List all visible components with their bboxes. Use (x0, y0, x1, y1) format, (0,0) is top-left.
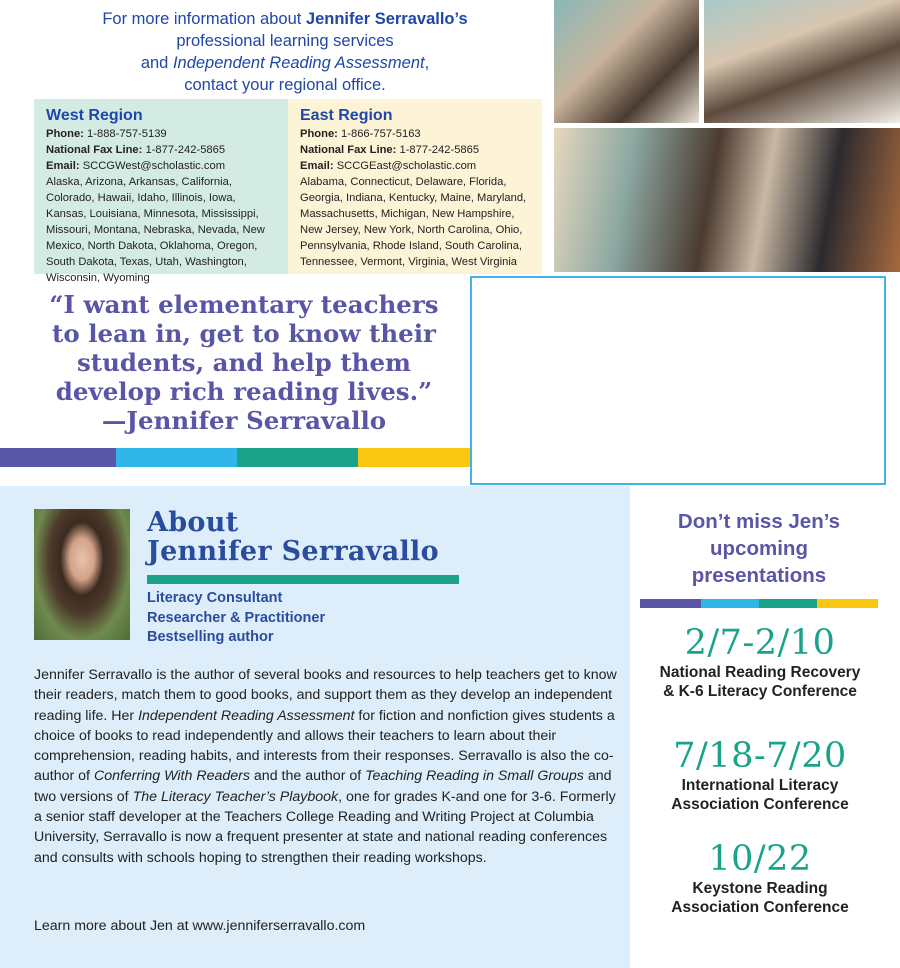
east-phone-value: 1-866-757-5163 (341, 128, 421, 140)
workshop-photo-2 (704, 0, 900, 123)
east-phone-label: Phone: (300, 128, 338, 140)
east-fax-value: 1-877-242-5865 (399, 144, 480, 156)
west-phone-label: Phone: (46, 128, 84, 140)
workshop-photo-3 (554, 128, 900, 272)
intro-product: Independent Reading Assessment (172, 54, 425, 72)
author-roles (147, 589, 325, 648)
mini-stripe-sky (701, 599, 759, 608)
west-email-value[interactable]: SCCGWest@scholastic.com (82, 160, 226, 172)
bio-title: The Literacy Teacher’s Playbook (132, 788, 339, 805)
bio-text: Jennifer Serravallo is the author of several books and resources to help teachers get to know their readers, match them to good books, and support them as they develop an independent reading life. Her (34, 667, 617, 724)
mini-stripe-gold (817, 599, 878, 608)
event-name (640, 776, 880, 814)
learn-more-link[interactable]: Learn more about Jen at www.jenniferserravallo.com (34, 918, 366, 934)
role-item: Researcher & Practitioner (147, 609, 326, 626)
west-region-title: West Region (46, 107, 143, 124)
intro-line-3 (34, 52, 536, 74)
event-item (640, 623, 880, 701)
west-states: Alaska, Arizona, Arkansas, California, Colorado, Hawaii, Idaho, Illinois, Iowa, Kansas, Louisiana, Minnesota, Mississippi, Missouri, Montana, Nebraska, Nevada, New Mexico, North Dakota, Oklahoma, Oregon, South Dakota, Texas, Utah, Washington, Wisconsin, Wyoming (46, 176, 265, 284)
west-region-box (34, 99, 288, 284)
about-title (147, 508, 467, 566)
role-item: Bestselling author (147, 629, 274, 645)
east-email (300, 158, 530, 174)
event-name (640, 879, 880, 917)
heading-line: Don’t miss Jen’s (677, 510, 841, 533)
east-fax (300, 142, 530, 158)
quote-attribution: —Jennifer Serravallo (101, 406, 387, 435)
heading-line: upcoming (710, 537, 808, 560)
author-headshot (34, 509, 130, 640)
intro-text (34, 8, 536, 96)
pull-quote (40, 290, 448, 435)
east-region-title: East Region (300, 107, 393, 124)
event-name-line: Keystone Reading (692, 880, 828, 897)
west-phone (46, 126, 276, 142)
east-states: Alabama, Connecticut, Delaware, Florida, Georgia, Indiana, Kentucky, Maine, Maryland, Massachusetts, Michigan, New Hampshire, New Jersey, New York, North Carolina, Ohio, Pennsylvania, Rhode Island, South Carolina, Tennessee, Vermont, Virginia, West Virginia (300, 176, 527, 268)
east-fax-label: National Fax Line: (300, 144, 397, 156)
east-phone (300, 126, 530, 142)
color-stripe-purple (0, 448, 116, 467)
east-email-label: Email: (300, 160, 334, 172)
mini-stripe-teal (759, 599, 817, 608)
west-email (46, 158, 276, 174)
photo-collage (554, 0, 900, 272)
event-name-line: International Literacy (681, 777, 839, 794)
intro-prefix: For more information about (102, 10, 306, 28)
mini-stripe-purple (640, 599, 701, 608)
event-item (640, 839, 880, 917)
event-date: 7/18-7/20 (673, 736, 847, 776)
intro-author-name: Jennifer Serravallo’s (305, 10, 468, 28)
event-name-line: Association Conference (671, 796, 849, 813)
event-name-line: National Reading Recovery (659, 664, 861, 681)
about-title-line-2: Jennifer Serravallo (147, 536, 439, 567)
bio-title: Conferring With Readers (93, 768, 250, 785)
quote-text: “I want elementary teachers to lean in, get to know their students, and help them develop rich reading lives.” (49, 290, 439, 406)
blank-outlined-box (470, 276, 886, 485)
heading-line: presentations (691, 564, 827, 587)
west-phone-value: 1-888-757-5139 (87, 128, 167, 140)
west-fax-label: National Fax Line: (46, 144, 143, 156)
event-date: 2/7-2/10 (684, 623, 836, 663)
color-stripe-teal (237, 448, 358, 467)
intro-comma: , (424, 54, 430, 72)
workshop-photo-1 (554, 0, 699, 123)
intro-line-4: contact your regional office. (184, 76, 386, 94)
role-item: Literacy Consultant (147, 590, 283, 606)
presentations-heading (640, 508, 878, 589)
intro-and: and (140, 54, 173, 72)
event-name-line: & K-6 Literacy Conference (663, 683, 857, 700)
bio-title: Teaching Reading in Small Groups (365, 768, 584, 785)
intro-line-2: professional learning services (176, 32, 394, 50)
event-name-line: Association Conference (671, 899, 849, 916)
color-stripe-gold (358, 448, 470, 467)
east-email-value[interactable]: SCCGEast@scholastic.com (336, 160, 477, 172)
event-name (640, 663, 880, 701)
bio-text: for fiction and nonfiction gives students a choice of books to read independently and allows their teachers to learn about their comprehension, reading habits, and interests from their responses. Serravallo is also the co-author of (34, 707, 615, 785)
west-fax (46, 142, 276, 158)
event-item (640, 736, 880, 814)
color-stripe-sky (116, 448, 237, 467)
intro-line-1 (34, 8, 536, 30)
bio-text: and the author of (249, 768, 366, 785)
east-region-box (288, 99, 542, 274)
about-title-rule (147, 575, 459, 584)
about-title-line-1: About (147, 507, 239, 538)
west-email-label: Email: (46, 160, 80, 172)
event-date: 10/22 (708, 839, 812, 879)
bio-text: , one for grades K-and one for 3-6. Formerly a senior staff developer at the Teachers College Reading and Writing Project at Columbia University, Serravallo is now a frequent presenter at state and national reading conferences and consults with schools hoping to strengthen their reading workshops. (34, 788, 616, 866)
bio-title: Independent Reading Assessment (138, 707, 355, 724)
west-fax-value: 1-877-242-5865 (145, 144, 226, 156)
bio-text: and two versions of (34, 768, 612, 805)
author-bio (34, 665, 620, 868)
